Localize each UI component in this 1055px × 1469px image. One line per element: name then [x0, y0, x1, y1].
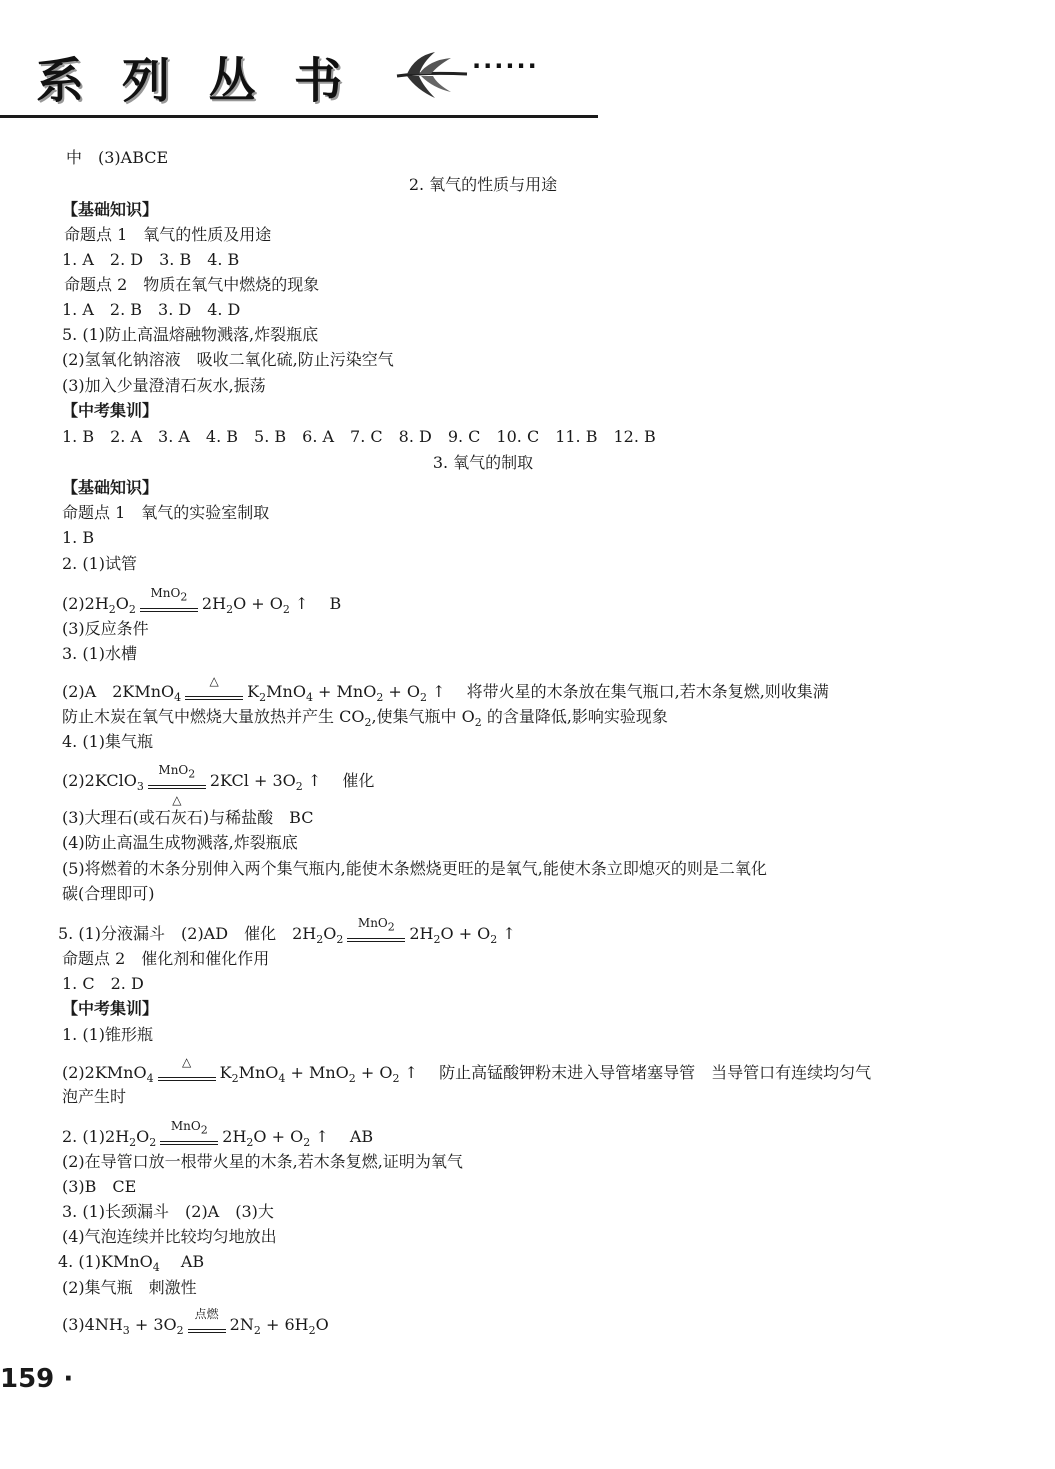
line-l26: 碳(合理即可)	[62, 884, 155, 903]
line-l23: (3)大理石(或石灰石)与稀盐酸 BC	[62, 808, 314, 827]
line-l28: 命题点 2 催化剂和催化作用	[62, 949, 270, 968]
line-l09: (3)加入少量澄清石灰水,振荡	[62, 376, 266, 395]
line-l37: 3. (1)长颈漏斗 (2)A (3)大	[62, 1202, 274, 1221]
wheat-ornament-icon	[395, 46, 469, 102]
section-title-oxygen-preparation: 3. 氧气的制取	[432, 453, 534, 472]
condition-heat: △	[181, 1055, 192, 1070]
line-l04: 1. A 2. D 3. B 4. B	[62, 250, 240, 269]
equation-h2o2: $(2)2H_2O_2$ MnO$_2$ $2H_2O + O_2$ ↑ B	[62, 594, 341, 620]
reaction-arrow	[156, 1055, 218, 1089]
heading-exam-training: 【中考集训】	[62, 401, 159, 420]
line-l27-pre: 5. (1)分液漏斗 (2)AD 催化	[58, 924, 277, 943]
line-l17: (3)反应条件	[62, 619, 149, 638]
line-l03: 命题点 1 氧气的性质及用途	[64, 225, 272, 244]
condition-mno2: MnO$_2$	[150, 586, 188, 604]
line-l07: 5. (1)防止高温熔融物溅落,炸裂瓶底	[62, 325, 319, 344]
heading-basic-knowledge: 【基础知识】	[62, 200, 159, 219]
line-l32-tail: 防止高锰酸钾粉末进入导管堵塞导管 当导管口有连续均匀气	[439, 1063, 872, 1082]
equation-kmno4-2: (2)2KMnO$_4$ △ $K_2MnO_4 + MnO_2 + O_2$ ↑ 防止高锰酸钾粉末进入导管堵塞导管 当导管口有连续均匀气	[62, 1063, 871, 1089]
equation-h2o2-3: 2. $(1)2H_2O_2$ MnO$_2$ $2H_2O + O_2$ ↑ AB	[62, 1127, 373, 1153]
condition-ignite: 点燃	[194, 1307, 219, 1322]
reaction-arrow	[345, 916, 407, 950]
line-l05: 命题点 2 物质在氧气中燃烧的现象	[64, 275, 320, 294]
line-l36: (3)B CE	[62, 1177, 137, 1196]
condition-heat: △	[209, 674, 219, 689]
reaction-arrow	[183, 674, 245, 708]
condition-mno2: MnO$_2$	[170, 1119, 208, 1137]
header-rule	[0, 115, 598, 118]
line-l35: (2)在导管口放一根带火星的木条,若木条复燃,证明为氧气	[62, 1152, 463, 1171]
line-l01: 中 (3)ABCE	[66, 148, 169, 167]
line-l40: (2)集气瓶 刺激性	[62, 1278, 197, 1297]
line-l19-tail: 将带火星的木条放在集气瓶口,若木条复燃,则收集满	[466, 682, 829, 701]
line-l08: (2)氢氧化钠溶液 吸收二氧化硫,防止污染空气	[62, 350, 394, 369]
equation-kmno4-1: (2)A 2KMnO$_4$ △ $K_2MnO_4 + MnO_2 + O_2$ ↑ 将带火星的木条放在集气瓶口,若木条复燃,则收集满	[62, 682, 829, 708]
line-l06: 1. A 2. B 3. D 4. D	[62, 300, 241, 319]
line-l21: 4. (1)集气瓶	[62, 732, 154, 751]
line-l33: 泡产生时	[62, 1087, 127, 1106]
line-l39: 4. (1)KMnO$_4$ AB	[58, 1252, 205, 1275]
page-number: 159 ·	[0, 1364, 74, 1394]
reaction-arrow	[186, 1307, 228, 1341]
heading-basic-knowledge-2: 【基础知识】	[62, 478, 159, 497]
equation-h2o2-2: 5. (1)分液漏斗 (2)AD 催化 $2H_2O_2$ MnO$_2$ $2H_2O + O_2$ ↑	[58, 924, 516, 950]
line-l15: 2. (1)试管	[62, 554, 138, 573]
line-l11: 1. B 2. A 3. A 4. B 5. B 6. A 7. C 8. D 9. C 10. C 11. B 12. B	[62, 427, 656, 446]
line-l31: 1. (1)锥形瓶	[62, 1025, 154, 1044]
header-dots: ······	[472, 52, 539, 80]
line-l20: 防止木炭在氧气中燃烧大量放热并产生 $CO_2$,使集气瓶中 $O_2$ 的含量降低,影响实验现象	[62, 707, 668, 730]
condition-heat: △	[172, 793, 182, 808]
line-l29: 1. C 2. D	[62, 974, 144, 993]
condition-mno2: MnO$_2$	[158, 763, 196, 781]
section-title-oxygen-properties: 2. 氧气的性质与用途	[408, 175, 558, 194]
series-title: 系列丛书	[36, 53, 381, 109]
equation-nh3: $(3)4NH_3 + 3O_2$ 点燃 $2N_2 + 6H_2O$	[62, 1315, 329, 1341]
condition-mno2: MnO$_2$	[357, 916, 395, 934]
line-l14: 1. B	[62, 528, 95, 547]
line-l25: (5)将燃着的木条分别伸入两个集气瓶内,能使木条燃烧更旺的是氧气,能使木条立即熄灭的则是二氧化	[62, 859, 767, 878]
reaction-arrow	[138, 586, 200, 620]
line-l24: (4)防止高温生成物溅落,炸裂瓶底	[62, 833, 298, 852]
reaction-arrow	[158, 1119, 220, 1153]
line-l38: (4)气泡连续并比较均匀地放出	[62, 1227, 277, 1246]
reaction-arrow	[146, 763, 208, 808]
heading-exam-training-2: 【中考集训】	[62, 999, 159, 1018]
equation-kclo3: (2)2KClO$_3$ MnO$_2$ △ $2KCl + 3O_2$ ↑ 催化	[62, 763, 375, 808]
line-l18: 3. (1)水槽	[62, 644, 138, 663]
line-l13: 命题点 1 氧气的实验室制取	[62, 503, 270, 522]
